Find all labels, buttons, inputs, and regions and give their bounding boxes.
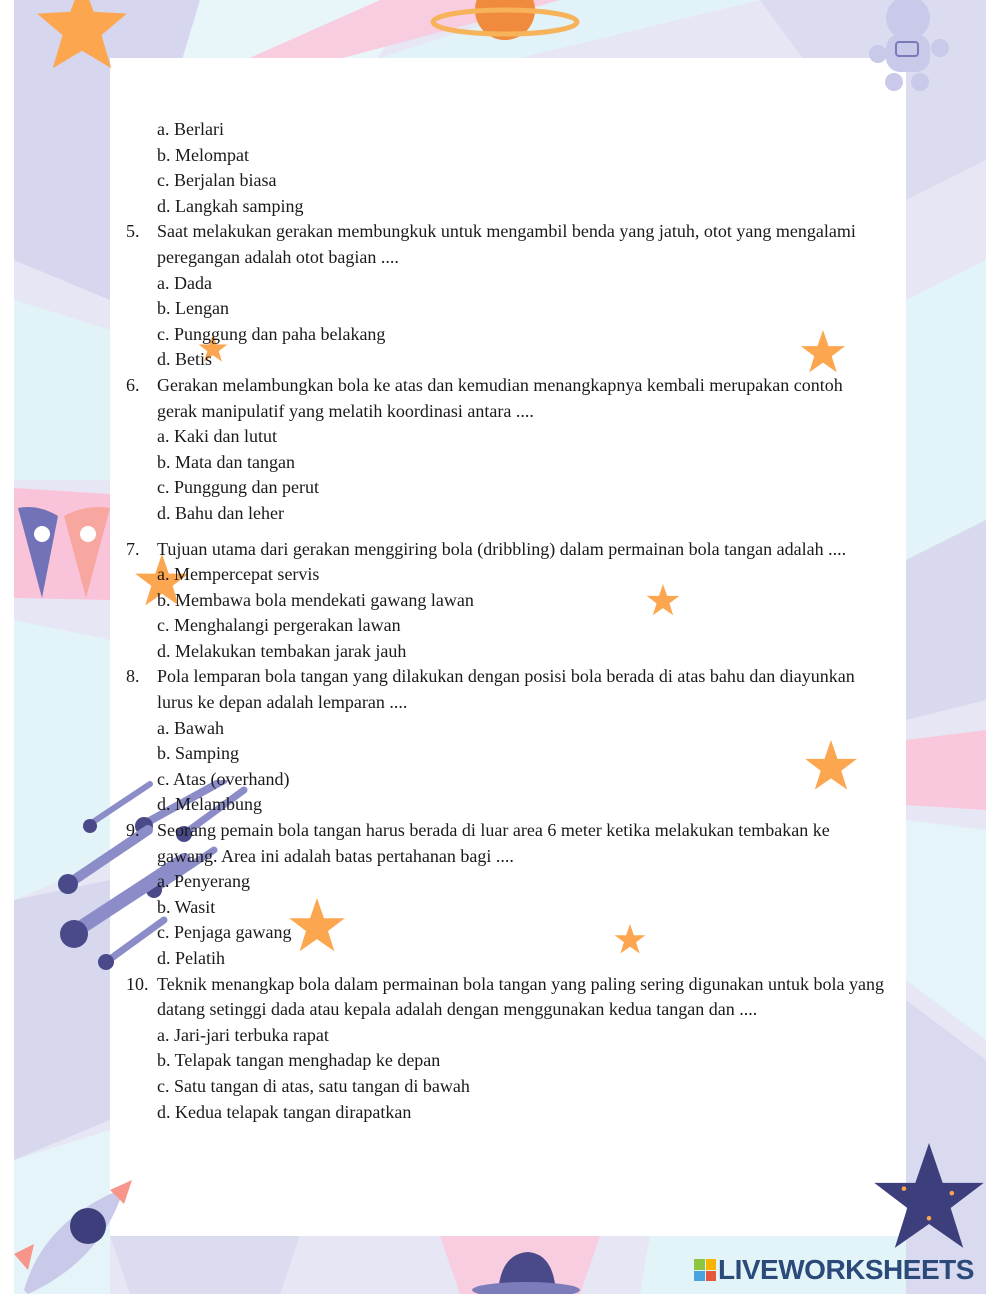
question-4-options bbox=[126, 117, 886, 219]
option-a[interactable]: a. Berlari bbox=[157, 119, 224, 139]
option-a[interactable]: a. Kaki dan lutut bbox=[157, 426, 277, 447]
question-10 bbox=[126, 972, 886, 1126]
ufo-icon bbox=[470, 1246, 580, 1294]
option-b[interactable]: b. Telapak tangan menghadap ke depan bbox=[157, 1050, 441, 1071]
question-text: Teknik menangkap bola dalam permainan bola tangan yang paling sering digunakan untuk bola yang datang setinggi dada atau kepala adalah dengan menggunakan kedua tangan dan .... bbox=[157, 973, 885, 1020]
option-a[interactable]: a. Penyerang bbox=[157, 871, 250, 892]
option-b[interactable]: b. Melompat bbox=[157, 144, 249, 165]
option-d[interactable]: d. Bahu dan leher bbox=[157, 502, 284, 523]
question-number: 5. bbox=[126, 221, 140, 242]
option-b[interactable]: b. Membawa bola mendekati gawang lawan bbox=[157, 589, 474, 610]
question-text: Saat melakukan gerakan membungkuk untuk mengambil benda yang jatuh, otot yang mengalami peregangan adalah otot bagian .... bbox=[157, 221, 856, 267]
question-9 bbox=[126, 818, 886, 972]
question-text: Gerakan melambungkan bola ke atas dan kemudian menangkapnya kembali merupakan contoh gerak manipulatif yang melatih koordinasi antara .... bbox=[157, 374, 843, 421]
planet-icon bbox=[430, 0, 580, 52]
spacer bbox=[126, 527, 886, 537]
liveworksheets-watermark[interactable] bbox=[694, 1254, 974, 1286]
option-c[interactable]: c. Menghalangi pergerakan lawan bbox=[157, 615, 401, 636]
option-d[interactable]: d. Pelatih bbox=[157, 948, 225, 968]
liveworksheets-logo-icon bbox=[694, 1259, 716, 1281]
option-a[interactable]: a. Jari-jari terbuka rapat bbox=[157, 1024, 329, 1045]
rocket-icon bbox=[14, 1180, 134, 1294]
option-d[interactable]: d. Betis bbox=[157, 349, 213, 370]
question-number: 10. bbox=[126, 973, 149, 994]
option-d[interactable]: d. Melakukan tembakan jarak jauh bbox=[157, 640, 407, 661]
option-c[interactable]: c. Punggung dan perut bbox=[157, 477, 319, 498]
question-text: Pola lemparan bola tangan yang dilakukan dengan posisi bola berada di atas bahu dan diayunkan lurus ke depan adalah lemparan .... bbox=[157, 666, 855, 713]
option-c[interactable]: c. Penjaga gawang bbox=[157, 922, 292, 943]
question-number: 8. bbox=[126, 666, 140, 687]
star-icon bbox=[30, 0, 134, 78]
option-b[interactable]: b. Mata dan tangan bbox=[157, 451, 295, 472]
option-c[interactable]: c. Atas (overhand) bbox=[157, 768, 290, 789]
option-c[interactable]: c. Satu tangan di atas, satu tangan di bawah bbox=[157, 1075, 470, 1096]
question-number: 7. bbox=[126, 538, 140, 559]
question-number: 6. bbox=[126, 374, 140, 395]
question-7 bbox=[126, 537, 886, 665]
option-d[interactable]: d. Langkah samping bbox=[157, 195, 304, 216]
question-text: Seorang pemain bola tangan harus berada di luar area 6 meter ketika melakukan tembakan ke gawang. Area ini adalah batas pertahanan bagi .... bbox=[157, 820, 830, 866]
option-c[interactable]: c. Berjalan biasa bbox=[157, 170, 277, 191]
question-list bbox=[126, 117, 886, 1125]
question-6 bbox=[126, 373, 886, 527]
question-text: Tujuan utama dari gerakan menggiring bola (dribbling) dalam permainan bola tangan adalah .... bbox=[157, 538, 847, 559]
option-a[interactable]: a. Bawah bbox=[157, 717, 224, 738]
question-5 bbox=[126, 219, 886, 373]
option-d[interactable]: d. Kedua telapak tangan dirapatkan bbox=[157, 1101, 412, 1122]
option-d[interactable]: d. Melambung bbox=[157, 794, 262, 815]
question-8 bbox=[126, 664, 886, 818]
option-b[interactable]: b. Lengan bbox=[157, 298, 229, 319]
graduate-icon bbox=[14, 504, 114, 600]
option-b[interactable]: b. Wasit bbox=[157, 896, 216, 917]
option-c[interactable]: c. Punggung dan paha belakang bbox=[157, 323, 386, 344]
option-a[interactable]: a. Mempercepat servis bbox=[157, 564, 320, 585]
question-number: 9. bbox=[126, 820, 140, 841]
star-icon bbox=[872, 1140, 986, 1260]
option-b[interactable]: b. Samping bbox=[157, 743, 240, 764]
astronaut-icon bbox=[858, 0, 958, 92]
watermark-text: LIVEWORKSHEETS bbox=[718, 1254, 974, 1285]
option-a[interactable]: a. Dada bbox=[157, 272, 212, 293]
